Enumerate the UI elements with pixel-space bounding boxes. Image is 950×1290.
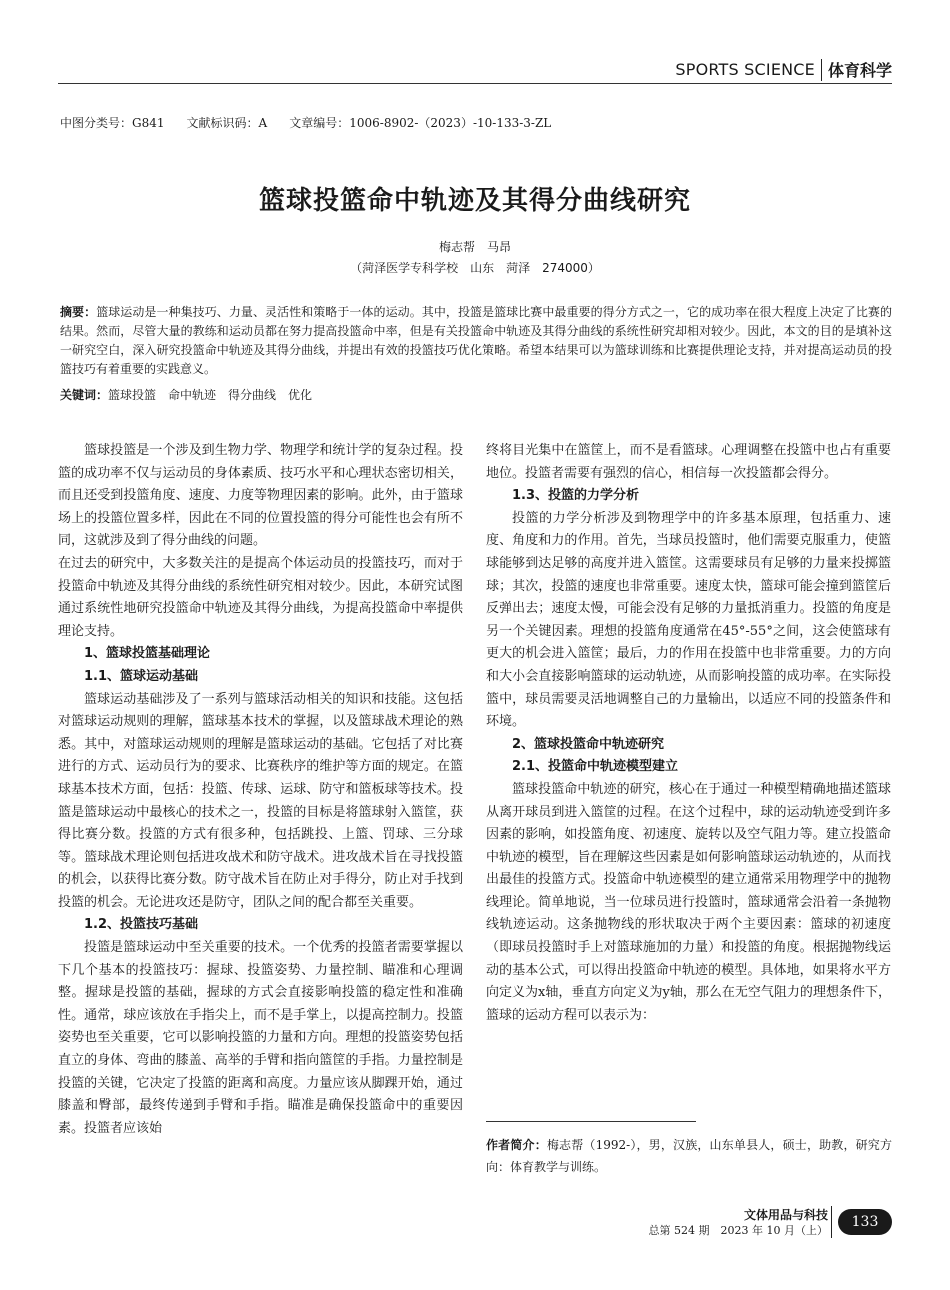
paper-authors: 梅志帮 马昂 [438, 240, 511, 254]
abstract [60, 303, 892, 379]
author-footnote [486, 1134, 892, 1178]
keywords-text: 篮球投篮 命中轨迹 得分曲线 优化 [108, 388, 313, 402]
article-number-value: 1006-8902-（2023）-10-133-3-ZL [349, 116, 552, 130]
clc-label: 中图分类号： [60, 116, 133, 130]
footer-journal-name: 文体用品与科技 [743, 1208, 828, 1222]
body-paragraph: 在过去的研究中，大多数关注的是提高个体运动员的投篮技巧，而对于投篮命中轨迹及其得分曲线的系统性研究相对较少。因此，本研究试图通过系统性地研究投篮命中轨迹及其得分曲线，为提高投篮命中率提供理论支持。 [58, 555, 463, 639]
footer-separator [831, 1206, 832, 1238]
doc-code-value: A [258, 116, 268, 130]
footer-issue: 总第 524 期 2023 年 10 月（上） [648, 1224, 828, 1237]
paper-title: 篮球投篮命中轨迹及其得分曲线研究 [258, 186, 691, 216]
keywords-label: 关键词： [60, 388, 109, 402]
right-column [486, 440, 891, 1027]
header-rule [58, 83, 892, 84]
article-meta [60, 114, 551, 131]
section-heading: 2.1、投篮命中轨迹模型建立 [512, 759, 679, 775]
footnote-text: 梅志帮（1992-），男，汉族，山东单县人，硕士，助教，研究方向：体育教学与训练。 [486, 1138, 892, 1174]
doc-code-label: 文献标识码： [186, 116, 259, 130]
article-number-label: 文章编号： [289, 116, 350, 130]
brand-separator [821, 59, 822, 81]
section-heading: 1.1、篮球运动基础 [84, 668, 199, 684]
clc-value: G841 [132, 116, 165, 130]
section-heading: 2、篮球投篮命中轨迹研究 [512, 736, 665, 752]
section-heading: 1.3、投篮的力学分析 [512, 488, 640, 504]
page-number: 133 [838, 1209, 892, 1235]
body-paragraph: 篮球投篮命中轨迹的研究，核心在于通过一种模型精确地描述篮球从离开球员到进入篮筐的过程。在这个过程中，球的运动轨迹受到许多因素的影响，如投篮角度、初速度、旋转以及空气阻力等。建立投篮命中轨迹的模型，旨在理解这些因素是如何影响篮球运动轨迹的，从而找出最佳的投篮方式。投篮命中轨迹模型的建立通常采用物理学中的抛物线理论。简单地说，当一位球员进行投篮时，篮球通常会沿着一条抛物线轨迹运动。这条抛物线的形状取决于两个主要因素：篮球的初速度（即球员投篮时手上对篮球施加的力量）和投篮的角度。根据抛物线运动的基本公式，可以得出投篮命中轨迹的模型。具体地，如果将水平方向定义为x轴，垂直方向定义为y轴，那么在无空气阻力的理想条件下，篮球的运动方程可以表示为： [486, 781, 891, 1023]
journal-brand [675, 58, 892, 81]
paper-affiliation: （菏泽医学专科学校 山东 菏泽 274000） [350, 261, 600, 275]
abstract-text: 篮球运动是一种集技巧、力量、灵活性和策略于一体的运动。其中，投篮是篮球比赛中最重要的得分方式之一，它的成功率在很大程度上决定了比赛的结果。然而，尽管大量的教练和运动员都在努力提高投篮命中率，但是有关投篮命中轨迹及其得分曲线的系统性研究却相对较少。因此，本文的目的是填补这一研究空白，深入研究投篮命中轨迹及其得分曲线，并提出有效的投篮技巧优化策略。希望本结果可以为篮球训练和比赛提供理论支持，并对提高运动员的投篮技巧有着重要的实践意义。 [60, 305, 892, 376]
body-paragraph: 篮球运动基础涉及了一系列与篮球活动相关的知识和技能。这包括对篮球运动规则的理解，篮球基本技术的掌握，以及篮球战术理论的熟悉。其中，对篮球运动规则的理解是篮球运动的基础。它包括了对比赛进行的方式、运动员行为的要求、比赛秩序的维护等方面的规定。在篮球基本技术方面，包括：投篮、传球、运球、防守和篮板球等技术。投篮是篮球运动中最核心的技术之一，投篮的目标是将篮球射入篮筐，获得比赛分数。投篮的方式有很多种，包括跳投、上篮、罚球、三分球等。篮球战术理论则包括进攻战术和防守战术。进攻战术旨在寻找投篮的机会，以获得比赛分数。防守战术旨在防止对手得分，防止对手找到投篮的机会。无论进攻还是防守，团队之间的配合都至关重要。 [58, 691, 463, 910]
section-heading: 1、篮球投篮基础理论 [84, 646, 211, 662]
abstract-label: 摘要： [60, 305, 97, 319]
footnote-rule [486, 1121, 696, 1122]
keywords [60, 386, 892, 405]
brand-chinese: 体育科学 [827, 61, 892, 80]
footnote-label: 作者简介： [486, 1138, 547, 1152]
brand-english: SPORTS SCIENCE [675, 60, 815, 79]
body-paragraph: 篮球投篮是一个涉及到生物力学、物理学和统计学的复杂过程。投篮的成功率不仅与运动员的身体素质、技巧水平和心理状态密切相关，而且还受到投篮角度、速度、力度等物理因素的影响。此外，由于篮球场上的投篮位置多样，因此在不同的位置投篮的得分可能性也会有所不同，这就涉及到了得分曲线的问题。 [58, 443, 463, 549]
left-column [58, 440, 463, 1140]
body-paragraph: 投篮的力学分析涉及到物理学中的许多基本原理，包括重力、速度、角度和力的作用。首先，当球员投篮时，他们需要克服重力，使篮球能够到达足够的高度并进入篮筐。这需要球员有足够的力量来投掷篮球；其次，投篮的速度也非常重要。速度太快，篮球可能会撞到篮筐后反弹出去；速度太慢，可能会没有足够的力量抵消重力。投篮的角度是另一个关键因素。理想的投篮角度通常在45°-55°之间，这会使篮球有更大的机会进入篮筐；最后，力的作用在投篮中也非常重要。力的方向和大小会直接影响篮球的运动轨迹，从而影响投篮的成功率。在实际投篮中，球员需要灵活地调整自己的力量输出，以适应不同的投篮条件和环境。 [486, 510, 891, 730]
section-heading: 1.2、投篮技巧基础 [84, 917, 199, 933]
body-paragraph: 终将目光集中在篮筐上，而不是看篮球。心理调整在投篮中也占有重要地位。投篮者需要有强烈的信心，相信每一次投篮都会得分。 [486, 443, 891, 481]
body-paragraph: 投篮是篮球运动中至关重要的技术。一个优秀的投篮者需要掌握以下几个基本的投篮技巧：握球、投篮姿势、力量控制、瞄准和心理调整。握球是投篮的基础，握球的方式会直接影响投篮的稳定性和准确性。通常，球应该放在手指尖上，而不是手掌上，以提高控制力。投篮姿势也至关重要，它可以影响投篮的力量和方向。理想的投篮姿势包括直立的身体、弯曲的膝盖、高举的手臂和指向篮筐的手指。力量控制是投篮的关键，它决定了投篮的距离和高度。力量应该从脚踝开始，通过膝盖和臀部，最终传递到手臂和手指。瞄准是确保投篮命中的重要因素。投篮者应该始 [58, 940, 463, 1136]
